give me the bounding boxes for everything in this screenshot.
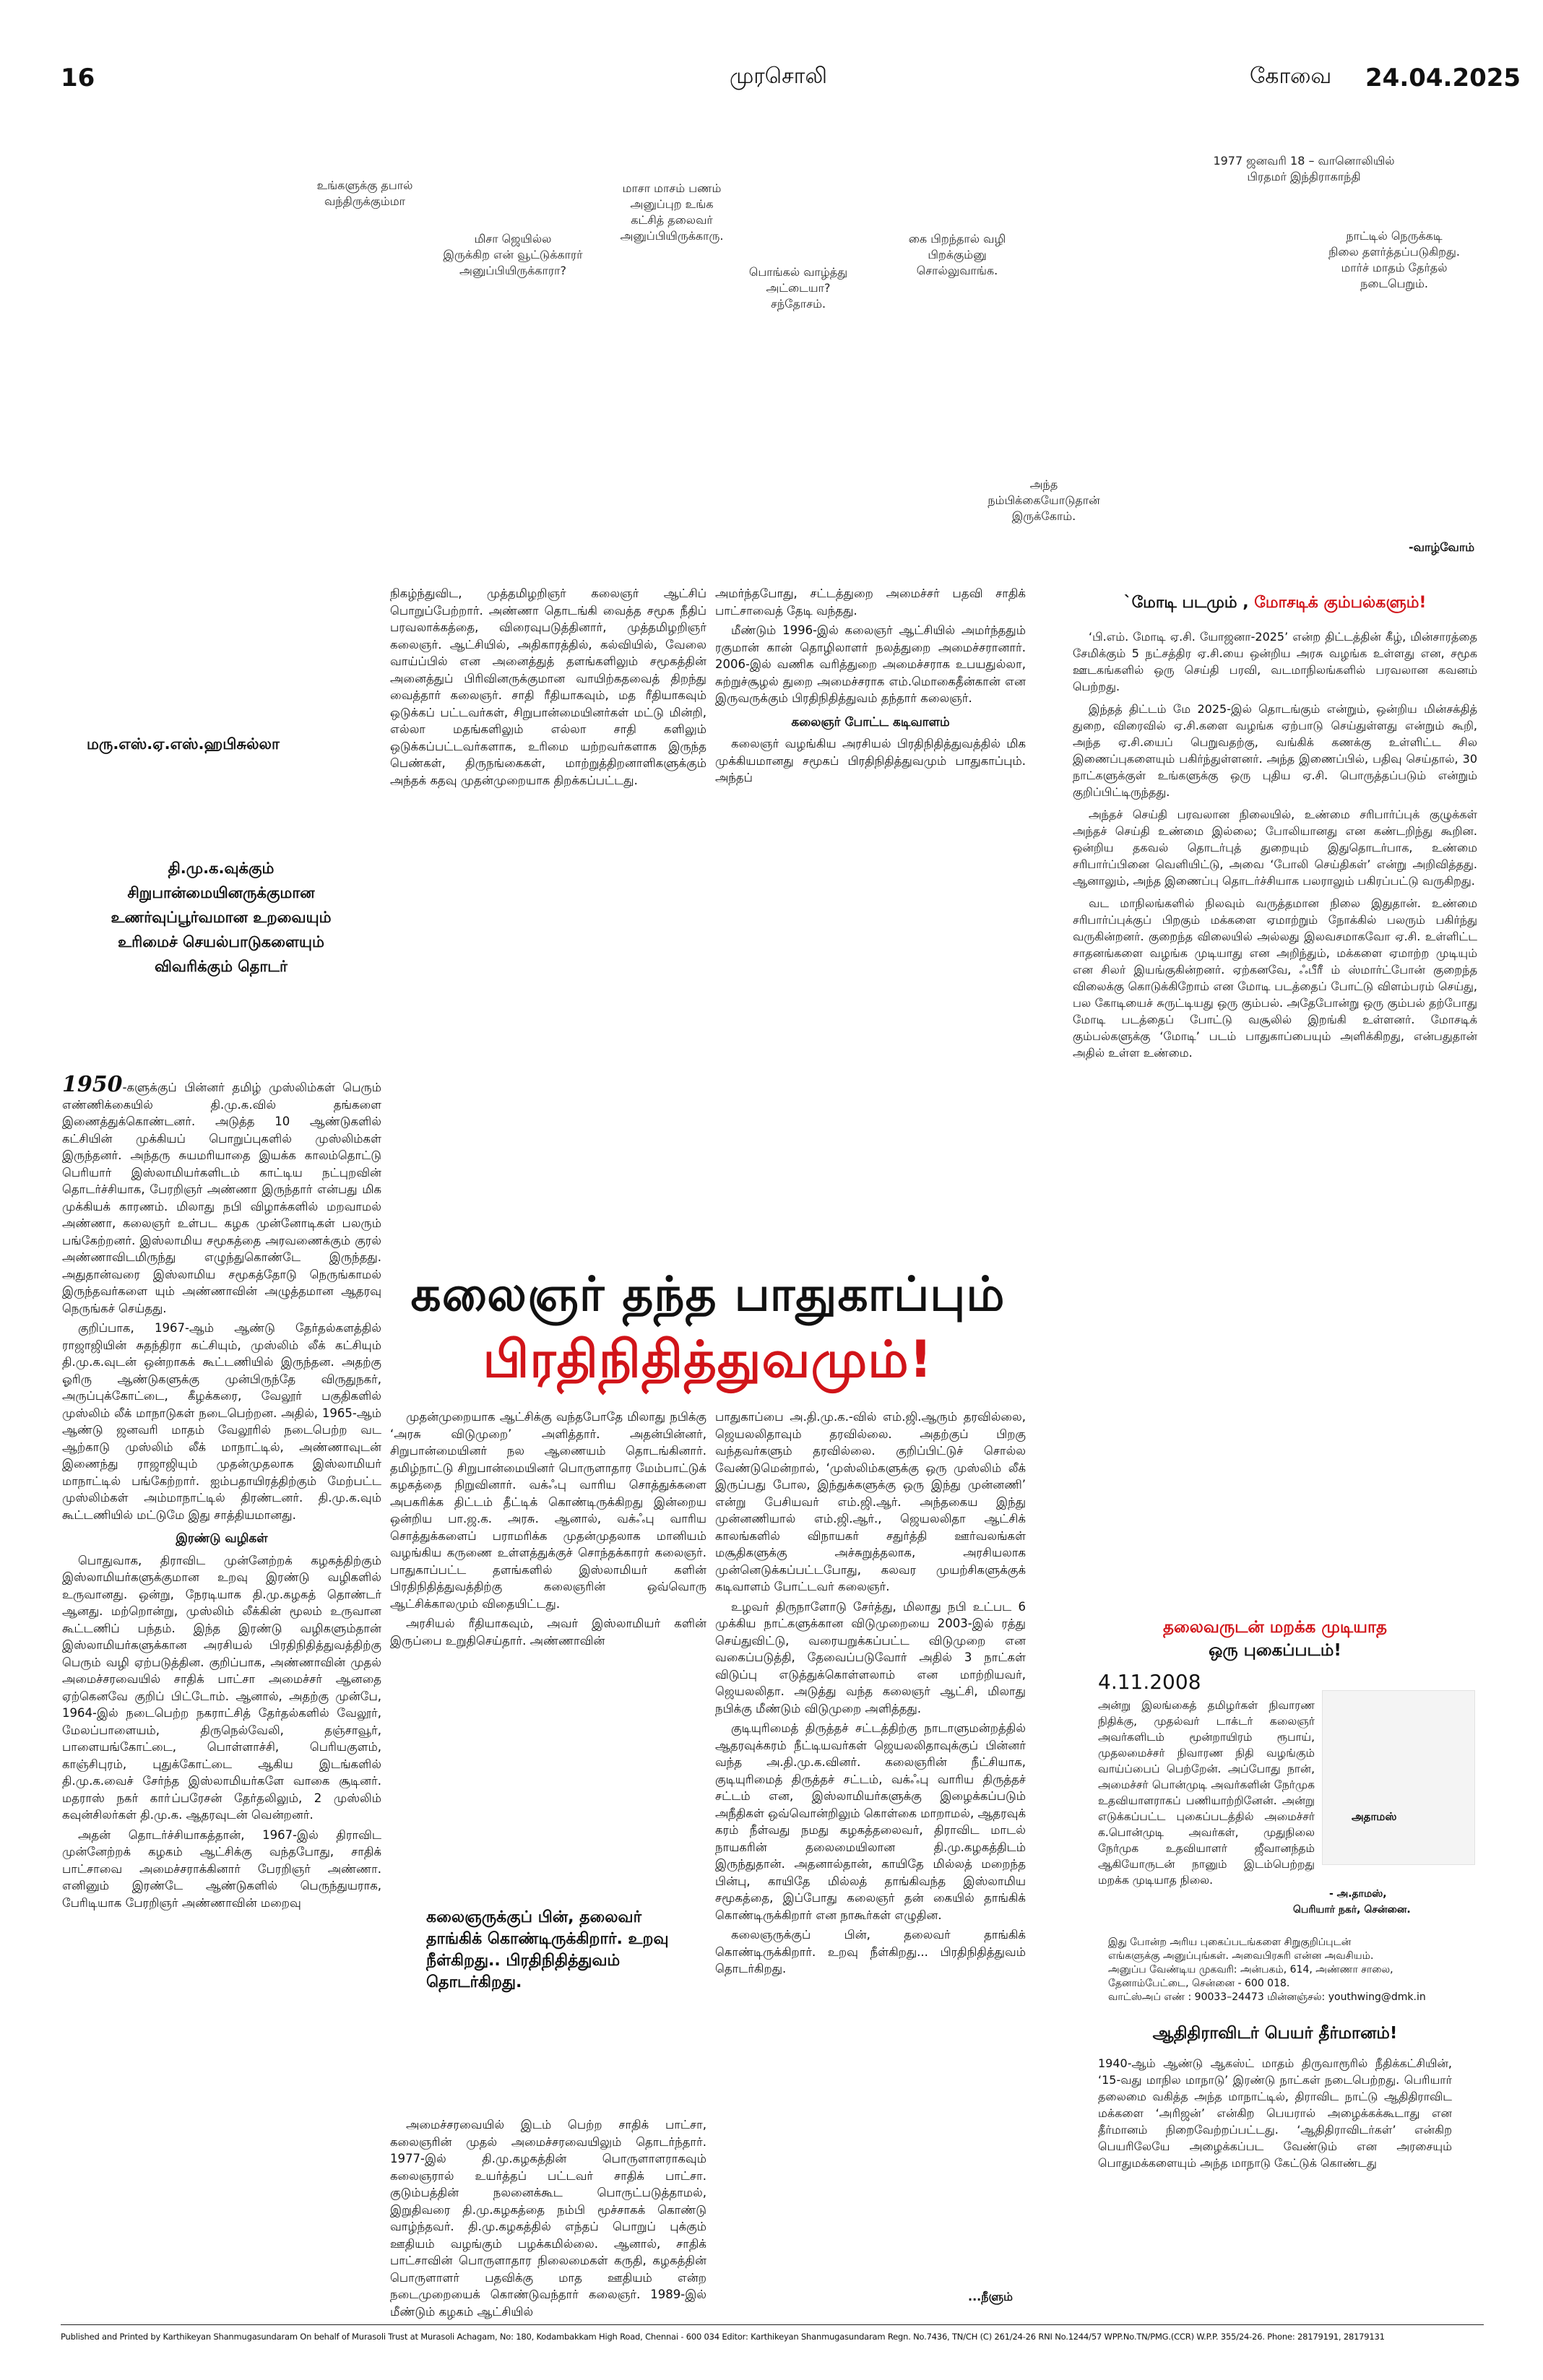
cartoon-bubble-8: அந்த நம்பிக்கையோடுதான் இருக்கோம். <box>987 477 1100 523</box>
modi-box-title <box>1073 594 1477 614</box>
submission-note <box>1108 1936 1469 2004</box>
adi-box-title: ஆதிதிராவிடர் பெயர் தீர்மானம்! <box>1152 2024 1398 2043</box>
photo-caption: அதாமஸ் <box>1352 1810 1397 1823</box>
note-line-2: எங்களுக்கு அனுப்புங்கள். அவைபிரசுரி என்ன அவசியம். <box>1108 1950 1374 1962</box>
col2-bottom-para-3: அமைச்சரவையில் இடம் பெற்ற சாதிக் பாட்சா, கலைஞரின் முதல் அமைச்சரவையிலும் தொடர்ந்தார். 1977-இல் தி.மு.கழகத்தின் பொருளாளராகவும் கலைஞரால் உயர்த்தப் பட்டவர் சாதிக் பாட்சா. குடும்பத்தின் நலனைக்கூட பொருட்படுத்தாமல், இறுதிவரை தி.மு.கழகத்தை நம்பி மூச்சாகக் கொண்டு வாழ்ந்தவர். தி.மு.கழகத்தில் எந்தப் பொறுப் புக்கும் ஊதியம் வழங்கும் பழக்கமில்லை. ஆனால், சாதிக் பாட்சாவின் பொருளாதார நிலைமைகள் கருதி, கழகத்தின் பொருளாளர் பதவிக்கு மாத ஊதியம் என்ற நடைமுறையைக் கொண்டுவந்தார் கலைஞர். 1989-இல் மீண்டும் கழகம் ஆட்சியில் <box>390 2118 706 2319</box>
article-column-3-top <box>715 585 1026 789</box>
modi-title-black: `மோடி படமும் , <box>1123 594 1249 612</box>
footer-rule <box>61 2324 1484 2325</box>
cartoon-bubble-7: நாட்டில் நெருக்கடி நிலை தளர்த்தப்படுகிறது. மார்ச் மாதம் தேர்தல் நடைபெறும். <box>1328 229 1460 290</box>
continued-marker: ...நீளும் <box>968 2290 1013 2303</box>
note-line-5: வாட்ஸ்அப் எண் : 90033–24473 மின்னஞ்சல்: youthwing@dmk.in <box>1108 1991 1426 2003</box>
col2-top-para: நிகழ்ந்துவிட, முத்தமிழறிஞர் கலைஞர் ஆட்சிப் பொறுப்பேற்றார். அண்ணா தொடங்கி வைத்த சமூக நீதிப் பரவலாக்கத்தை, விரைவுபடுத்தினார், முத்தமிழறிஞர் கலைஞர். ஆட்சியில், அதிகாரத்தில், கல்வியில், வேலை வாய்ப்பில் என அனைத்துத் தளங்களிலும் சமூகத்தின் அனைத்துப் பிரிவினருக்குமான வாயிற்கதவைத் திறந்து வைத்தார் கலைஞர். சாதி ரீதியாகவும், மத ரீதியாகவும் ஒடுக்கப் பட்டவர்கள், சிறுபான்மையினர்கள் மட்டு மின்றி, எல்லா மதங்களிலும் எல்லா சாதி களிலும் ஒடுக்கப்பட்டவர்களாக, உரிமை யற்றவர்களாக இருந்த பெண்கள், திருநங்கைகள், மாற்றுத்திறனாளிகளுக்கும் அந்தக் கதவு முதன்முறையாக திறக்கப்பட்டது. <box>390 587 706 787</box>
col3-top-para-2: மீண்டும் 1996-இல் கலைஞர் ஆட்சியில் அமர்ந்ததும் ரகுமான் கான் தொழிலாளர் நலத்துறை அமைச்சரானார். 2006-இல் வணிக வரித்துறை அமைச்சராக உபயதுல்லா, சுற்றுச்சூழல் துறை அமைச்சராக எம்.மொகைதீன்கான் என இருவருக்கும் பிரதிநிதித்துவம் தந்தார் கலைஞர். <box>715 623 1026 705</box>
col3-bottom-para-2: உழவர் திருநாளோடு சேர்த்து, மிலாது நபி உட்பட 6 முக்கிய நாட்களுக்கான விடுமுறையை 2003-இல் ரத்து செய்துவிட்டு, வரையறுக்கப்பட்ட விடுமுறை என வகைப்படுத்தி, தேவைப்படுவோர் அதில் 3 நாட்கள் விடுப்பு எடுத்துக்கொள்ளலாம் என மாற்றியவர், ஜெயலலிதா. அடுத்து வந்த கலைஞர் ஆட்சி, மிலாது நபிக்கு மீண்டும் விடுமுறை அளித்தது. <box>715 1599 1026 1715</box>
note-line-4: தேனாம்பேட்டை, சென்னை - 600 018. <box>1108 1978 1290 1989</box>
photo-box-title-red: தலைவருடன் மறக்க முடியாத <box>1163 1618 1387 1637</box>
col1-para-2: குறிப்பாக, 1967-ஆம் ஆண்டு தேர்தல்களத்தில் ராஜாஜியின் சுதந்திரா கட்சியும், முஸ்லிம் லீக் கட்சியும் தி.மு.க.வுடன் ஒன்றாகக் கூட்டணியில் இருந்தன. அதற்கு ஓரிரு ஆண்டுகளுக்கு முன்பிருந்தே விருதுநகர், அருப்புக்கோட்டை, கீழக்கரை, வேலூர் பகுதிகளில் முஸ்லிம் லீக் மாநாடுகள் நடைபெற்றன. அதில், 1965-ஆம் ஆண்டு ஜனவரி மாதம் வேலூரில் நடைபெற்ற வட ஆற்காடு முஸ்லிம் லீக் மாநாட்டில், அண்ணாவுடன் இணைந்து ராஜாஜியும் முதன்முதலாக இஸ்லாமியர் மாநாட்டில் பங்கேற்றார். ஐம்பதாயிரத்திற்கும் மேற்பட்ட முஸ்லிம்கள் அம்மாநாட்டில் திரண்டனர். தி.மு.க.வும் கூட்டணியில் மட்டுமே இது சாத்தியமானது. <box>62 1321 381 1522</box>
col2-bottom-para-2: அரசியல் ரீதியாகவும், அவர் இஸ்லாமியர் களின் இருப்பை உறுதிசெய்தார். அண்ணாவின் <box>390 1617 706 1648</box>
cartoon-bubble-2: மிசா ஜெயில்ல இருக்கிற என் வூட்டுக்காரர் அனுப்பியிருக்காரா? <box>443 232 583 277</box>
note-line-3: அனுப்ப வேண்டிய முகவரி: அன்பகம், 614, அண்ணா சாலை, <box>1108 1964 1393 1976</box>
photo-signature-1: - அ.தாமஸ், <box>1329 1888 1387 1900</box>
photo-date: 4.11.2008 <box>1098 1670 1201 1694</box>
col1-para-3: பொதுவாக, திராவிட முன்னேற்றக் கழகத்திற்கும் இஸ்லாமியர்களுக்குமான உறவு இரண்டு வழிகளில் உருவானது. ஒன்று, நேரடியாக தி.மு.கழகத் தொண்டர் ஆனது. மற்றொன்று, முஸ்லிம் லீக்கின் மூலம் உருவான கூட்டணிப் பந்தம். இந்த இரண்டு வழிகளும்தான் இஸ்லாமியர்களுக்கான அரசியல் பிரதிநிதித்துவத்திற்கு பெரும் வழி ஏற்படுத்தின. குறிப்பாக, அண்ணாவின் முதல் அமைச்சரவையில் சாதிக் பாட்சா அமைச்சர் ஆனதை ஏற்கெனவே குறிப் பிட்டோம். ஆனால், அதற்கு முன்பே, 1964-இல் நடைபெற்ற நகராட்சித் தேர்தல்களில் வேலூர், மேலப்பாளையம், திருநெல்வேலி, தஞ்சாவூர், பாளையங்கோட்டை, பொள்ளாச்சி, பெரியகுளம், காஞ்சிபுரம், புதுக்கோட்டை ஆகிய இடங்களில் தி.மு.க.வைச் சேர்ந்த இஸ்லாமியர்களே வாகை சூடினர். மதராஸ் நகர் காா்ப்பரேசன் தேர்தலிலும், 2 முஸ்லிம் கவுன்சிலர்கள் தி.மு.க. ஆதரவுடன் வென்றனர். <box>62 1553 381 1822</box>
pull-quote: கலைஞருக்குப் பின், தலைவர் தாங்கிக் கொண்டிருக்கிறார். உறவு நீள்கிறது.. பிரதிநிதித்துவம் தொடர்கிறது. <box>426 1908 669 1991</box>
newspaper-name: முரசொலி <box>730 64 827 89</box>
subheading-two-ways: இரண்டு வழிகள் <box>176 1531 268 1546</box>
col3-bottom-para-4: கலைஞருக்குப் பின், தலைவர் தாங்கிக் கொண்டிருக்கிறார். உறவு நீள்கிறது... பிரதிநிதித்துவம் தொடர்கிறது. <box>715 1928 1026 1976</box>
edition: கோவை <box>1250 64 1332 89</box>
series-title: தி.மு.க.வுக்கும் சிறுபான்மையினருக்குமான உணர்வுப்பூர்வமான உறவையும் உரிமைச் செயல்பாடுகளையும் விவரிக்கும் தொடர் <box>111 860 332 975</box>
author-name: மரு.எஸ்.ஏ.எஸ்.ஹபிசுல்லா <box>87 735 280 753</box>
photo-placeholder <box>1322 1690 1475 1865</box>
subheading-kadivalam: கலைஞர் போட்ட கடிவாளம் <box>791 714 950 730</box>
cartoon-bubble-1: உங்களுக்கு தபால் வந்திருக்கும்மா <box>316 178 413 208</box>
col2-bottom-para-1: முதன்முறையாக ஆட்சிக்கு வந்தபோதே மிலாது நபிக்கு ‘அரசு விடுமுறை’ அளித்தார். அதன்பின்னர், சிறுபான்மையினர் நல ஆணையம் தொடங்கினார். தமிழ்நாட்டு சிறுபான்மையினர் பொருளாதார மேம்பாட்டுக் கழகத்தை நிறுவினார். வக்ஃபு வாரிய சொத்துக்களை அபகரிக்க திட்டம் தீட்டிக் கொண்டிருக்கிறது இன்றைய ஒன்றிய பா.ஜ.க. அரசு. ஆனால், வக்ஃபு வாரிய சொத்துக்களைப் பராமரிக்க முதன்முதலாக மானியம் வழங்கிய கருணை உள்ளத்துக்குச் சொந்தக்காரர் கலைஞர். பாதுகாப்பட்ட தளங்களில் இஸ்லாமியர் களின் பிரதிநிதித்துவத்திற்கு கலைஞரின் ஒவ்வொரு ஆட்சிக்காலமும் விதையிட்டது. <box>390 1410 706 1611</box>
modi-box-body <box>1073 628 1477 1067</box>
cartoon-bubble-5: கை பிறந்தால் வழி பிறக்கும்னு சொல்லுவாங்க. <box>908 232 1006 277</box>
article-column-3-bottom <box>715 1408 1026 1981</box>
adi-box-text: 1940-ஆம் ஆண்டு ஆகஸ்ட் மாதம் திருவாரூரில் நீதிக்கட்சியின், ‘15-வது மாநில மாநாடு’ இரண்டு நாட்கள் நடைபெற்றது. பெரியார் தலைமை வகித்த அந்த மாநாட்டில், திராவிட நாட்டு ஆதிதிராவிட மக்களை ‘அரிஜன்’ என்கிற பெயரால் அழைக்கக்கூடாது என தீர்மானம் நிறைவேற்றப்பட்டது. ‘ஆதிதிராவிடர்கள்’ என்கிற பெயரிலேயே அழைக்கப்பட வேண்டும் என அரசையும் பொதுமக்களையும் அந்த மாநாடு கேட்டுக் கொண்டது <box>1098 2056 1452 2170</box>
article-column-2-lower <box>390 2116 706 2323</box>
headline-line-1: கலைஞர் தந்த பாதுகாப்பும் <box>410 1266 1006 1322</box>
modi-para-3: அந்தச் செய்தி பரவலான நிலையில், உண்மை சரிபார்ப்புக் குழுக்கள் அந்தச் செய்தி உண்மை இல்லை; போலியானது என கண்டறிந்து கூறின. ஒன்றிய தகவல் தொடர்புத் துறையும் இதுதொடர்பாக, உண்மை சரிபார்ப்பினை வெளியிட்டு, அவை ‘போலி செய்திகள்’ என்று அறிவித்தது. ஆனாலும், அந்த இணைப்பு தொடர்ச்சியாக பலராலும் பகிரப்பட்டு வருகிறது. <box>1073 808 1477 888</box>
col3-bottom-para-3: குடியுரிமைத் திருத்தச் சட்டத்திற்கு நாடாளுமன்றத்தில் ஆதரவுக்கரம் நீட்டியவர்கள் ஜெயலலிதாவுக்குப் பின்னர் வந்த அ.தி.மு.க.வினர். கலைஞரின் நீட்சியாக, குடியுரிமைத் திருத்தச் சட்டம், வக்ஃபு வாரிய திருத்தச் சட்டம் என, இஸ்லாமியர்களுக்கு இழைக்கப்படும் அநீதிகள் ஒவ்வொன்றிலும் கொள்கை மாறாமல், ஆதரவுக் கரம் நீள்வது நமது கழகத்தலைவர், திராவிட மாடல் நாயகரின் தலைமையிலான தி.மு.கழகத்திடம் இருந்துதான். அதனால்தான், காயிதே மில்லத் மறைந்த பின்பு, காயிதே மில்லத் தாங்கிவந்த இஸ்லாமிய சமூகத்தை, இப்போது கலைஞர் தன் கையில் தாங்கிக் கொண்டிருக்கிறார் என நாகூர்கள் எழுதின. <box>715 1721 1026 1922</box>
article-column-1 <box>62 1072 381 1914</box>
article-column-2-top <box>390 585 706 792</box>
cartoon-bubble-4: பொங்கல் வாழ்த்து அட்டையா? சந்தோசம். <box>748 265 848 311</box>
cartoon-signoff: -வாழ்வோம் <box>1409 540 1475 554</box>
cartoon-bubble-6: 1977 ஜனவரி 18 – வானொலியில் பிரதமர் இந்திராகாந்தி <box>1213 154 1395 183</box>
drop-year: 1950 <box>62 1072 123 1097</box>
article-column-2-bottom <box>390 1408 706 1652</box>
page-number: 16 <box>61 64 95 92</box>
photo-box-title-black: ஒரு புகைப்படம்! <box>1209 1641 1341 1660</box>
col3-bottom-para-1: பாதுகாப்பை அ.தி.மு.க.-வில் எம்.ஜி.ஆரும் தரவில்லை, ஜெயலலிதாவும் தரவில்லை. அதற்குப் பிறகு வந்தவர்களும் தரவில்லை. குறிப்பிட்டுச் சொல்ல வேண்டுமென்றால், ‘முஸ்லிம்களுக்கு ஒரு முஸ்லிம் லீக் இருப்பது போல, இந்துக்களுக்கு ஒரு இந்து முன்னணி’ என்று பேசியவர் எம்.ஜி.ஆர். அந்தகைய இந்து முன்னணியால் எம்.ஜி.ஆர்., ஜெயலலிதா ஆட்சிக் காலங்களில் விநாயகர் சதுர்த்தி ஊர்வலங்கள் மசூதிகளுக்கு அச்சுறுத்தலாக, அரசியலாக முன்னெடுக்கப்பட்டபோது, கலவர முயற்சிகளுக்குக் கடிவாளம் போட்டவர் கலைஞர். <box>715 1410 1026 1593</box>
cartoon-bubble-3: மாசா மாசம் பணம் அனுப்புற உங்க கட்சித் தலைவர் அனுப்பியிருக்காரு. <box>620 181 724 243</box>
col3-top-para-1: அமர்ந்தபோது, சட்டத்துறை அமைச்சர் பதவி சாதிக் பாட்சாவைத் தேடி வந்தது. <box>715 587 1026 618</box>
modi-title-red: மோசடிக் கும்பல்களும்! <box>1254 594 1427 612</box>
modi-para-2: இந்தத் திட்டம் மே 2025-இல் தொடங்கும் என்றும், ஒன்றிய மின்சக்தித் துறை, விரைவில் ஏ.சி.களை வழங்க ஏற்பாடு செய்துள்ளது என்றும் கூறி, அந்த ஏ.சி.யைப் பெறுவதற்கு, வங்கிக் கணக்கு உள்ளிட்ட சில இணைப்புகளையும் பகிர்ந்துள்ளனர். அந்த இணைப்பில், பதிவு செய்தால், 30 நாட்களுக்குள் உங்களுக்கு ஒரு புதிய ஏ.சி. பொருத்தப்படும் என்றும் குறிப்பிட்டிருந்தது. <box>1073 702 1477 799</box>
photo-box-text: அன்று இலங்கைத் தமிழர்கள் நிவாரண நிதிக்கு, முதல்வர் டாக்டர் கலைஞர் அவர்களிடம் மூன்றாயிரம் ரூபாய், முதலமைச்சர் நிவாரண நிதி வழங்கும் வாய்ப்பைப் பெற்றேன். அப்போது நான், அமைச்சர் பொன்முடி அவர்களின் நேர்முக உதவியாளராகப் பணியாற்றினேன். அன்று எடுக்கப்பட்ட புகைப்படத்தில் அமைச்சர் க.பொன்முடி அவர்கள், முதுநிலை நேர்முக உதவியாளர் ஜீவானந்தம் ஆகியோருடன் நானும் இடம்பெற்றது மறக்க முடியாத நிலை. <box>1098 1699 1315 1887</box>
modi-para-1: ‘பி.எம். மோடி ஏ.சி. யோஜனா-2025’ என்ற திட்டத்தின் கீழ், மின்சாரத்தை சேமிக்கும் 5 நட்சத்திர ஏ.சி.யை ஒன்றிய அரசு வழங்க உள்ளது என, சமூக ஊடகங்களில் ஒரு செய்தி பரவி, வடமாநிலங்களில் பரவலான கவனம் பெற்றது. <box>1073 630 1477 693</box>
adi-box-body <box>1098 2055 1452 2177</box>
col1-para-1: -களுக்குப் பின்னர் தமிழ் முஸ்லிம்கள் பெரும் எண்ணிக்கையில் தி.மு.க.வில் தங்களை இணைத்துக்கொண்டனர். அடுத்த 10 ஆண்டுகளில் கட்சியின் முக்கியப் பொறுப்புகளில் முஸ்லிம்கள் இருந்தனர். அந்தரு சுயமரியாதை இயக்க காலம்தொட்டு பெரியார் இஸ்லாமியர்களிடம் காட்டிய நட்புறவின் தொடர்ச்சியாக, பேரறிஞர் அண்ணா இருந்தார் என்பது மிக முக்கியக் காரணம். மிலாது நபி விழாக்களில் மறவாமல் அண்ணா, கலைஞர் உள்பட கழக முன்னோடிகள் பலரும் பங்கேற்றனர். இஸ்லாமிய சமூகத்தை அரவணைக்கும் குரல் அண்ணாவிடமிருந்து எழுந்துகொண்டே இருந்தது. அதுதான்வரை இஸ்லாமிய சமூகத்தோடு நெருங்காமல் இருந்தவர்களை யும் அண்ணாவின் அழுத்தமான ஆதரவு நெருங்கச் செய்தது. <box>62 1081 381 1315</box>
col1-para-4: அதன் தொடர்ச்சியாகத்தான், 1967-இல் திராவிட முன்னேற்றக் கழகம் ஆட்சிக்கு வந்தபோது, சாதிக் பாட்சாவை அமைச்சராக்கினார் பேரறிஞர் அண்ணா. எனினும் இரண்டே ஆண்டுகளில் பெருந்துயராக, பேரிடியாக பேரறிஞர் அண்ணாவின் மறைவு <box>62 1827 381 1910</box>
date: 24.04.2025 <box>1365 64 1521 92</box>
col3-top-para-3: கலைஞர் வழங்கிய அரசியல் பிரதிநிதித்துவத்தில் மிக முக்கியமானது சமூகப் பிரதிநிதித்துவமும் பாதுகாப்பும். அந்தப் <box>715 737 1026 784</box>
modi-para-4: வட மாநிலங்களில் நிலவும் வருத்தமான நிலை இதுதான். உண்மை சரிபார்ப்புக்குப் பிறகும் மக்களை ஏமாற்றும் நோக்கில் பலரும் பகிர்ந்து வருகின்றனர். குறைந்த விலையில் அல்லது இலவசமாகவோ ஏ.சி. உள்ளிட்ட சாதனங்களை வழங்க முடியாது என அறிந்தும், மக்களை ஏமாற்ற முடியும் என சிலர் இயங்குகின்றனர். ஏற்கனவே, ஃபீரீ ம் ஸ்மார்ட்போன் குறைந்த விலைக்கு கொடுக்கிறோம் என மோடி படத்தைப் போட்டு விளம்பரம் செய்து, பல கோடியைச் சுருட்டியது ஒரு கும்பல். அதேபோன்று ஒரு கும்பல் தற்போது மோடி படத்தைப் போட்டு வசூலில் இறங்கி உள்ளனர். மோசடிக் கும்பல்களுக்கு ‘மோடி’ படம் பாதுகாப்பையும் அளிக்கிறது, என்பதுதான் அதில் உள்ள உண்மை. <box>1073 896 1477 1060</box>
imprint-line: Published and Printed by Karthikeyan Shanmugasundaram On behalf of Murasoli Trust at Murasoli Achagam, No: 180, Kodambakkam High Road, Chennai - 600 034 Editor: Karthikeyan Shanmugasundaram Regn. No.7436, TN/CH (C) 261/24-26 RNI No.1244/57 WPP.No.TN/PMG.(CCR) W.P.P. 355/24-26. Phone: 28179191, 28179131 <box>61 2332 1385 2342</box>
note-line-1: இது போன்ற அரிய புகைப்படங்களை சிறுகுறிப்புடன் <box>1108 1937 1352 1948</box>
headline-line-2: பிரதிநிதித்துவமும்! <box>483 1330 933 1389</box>
photo-signature-2: பெரியார் நகர், சென்னை. <box>1293 1904 1411 1916</box>
